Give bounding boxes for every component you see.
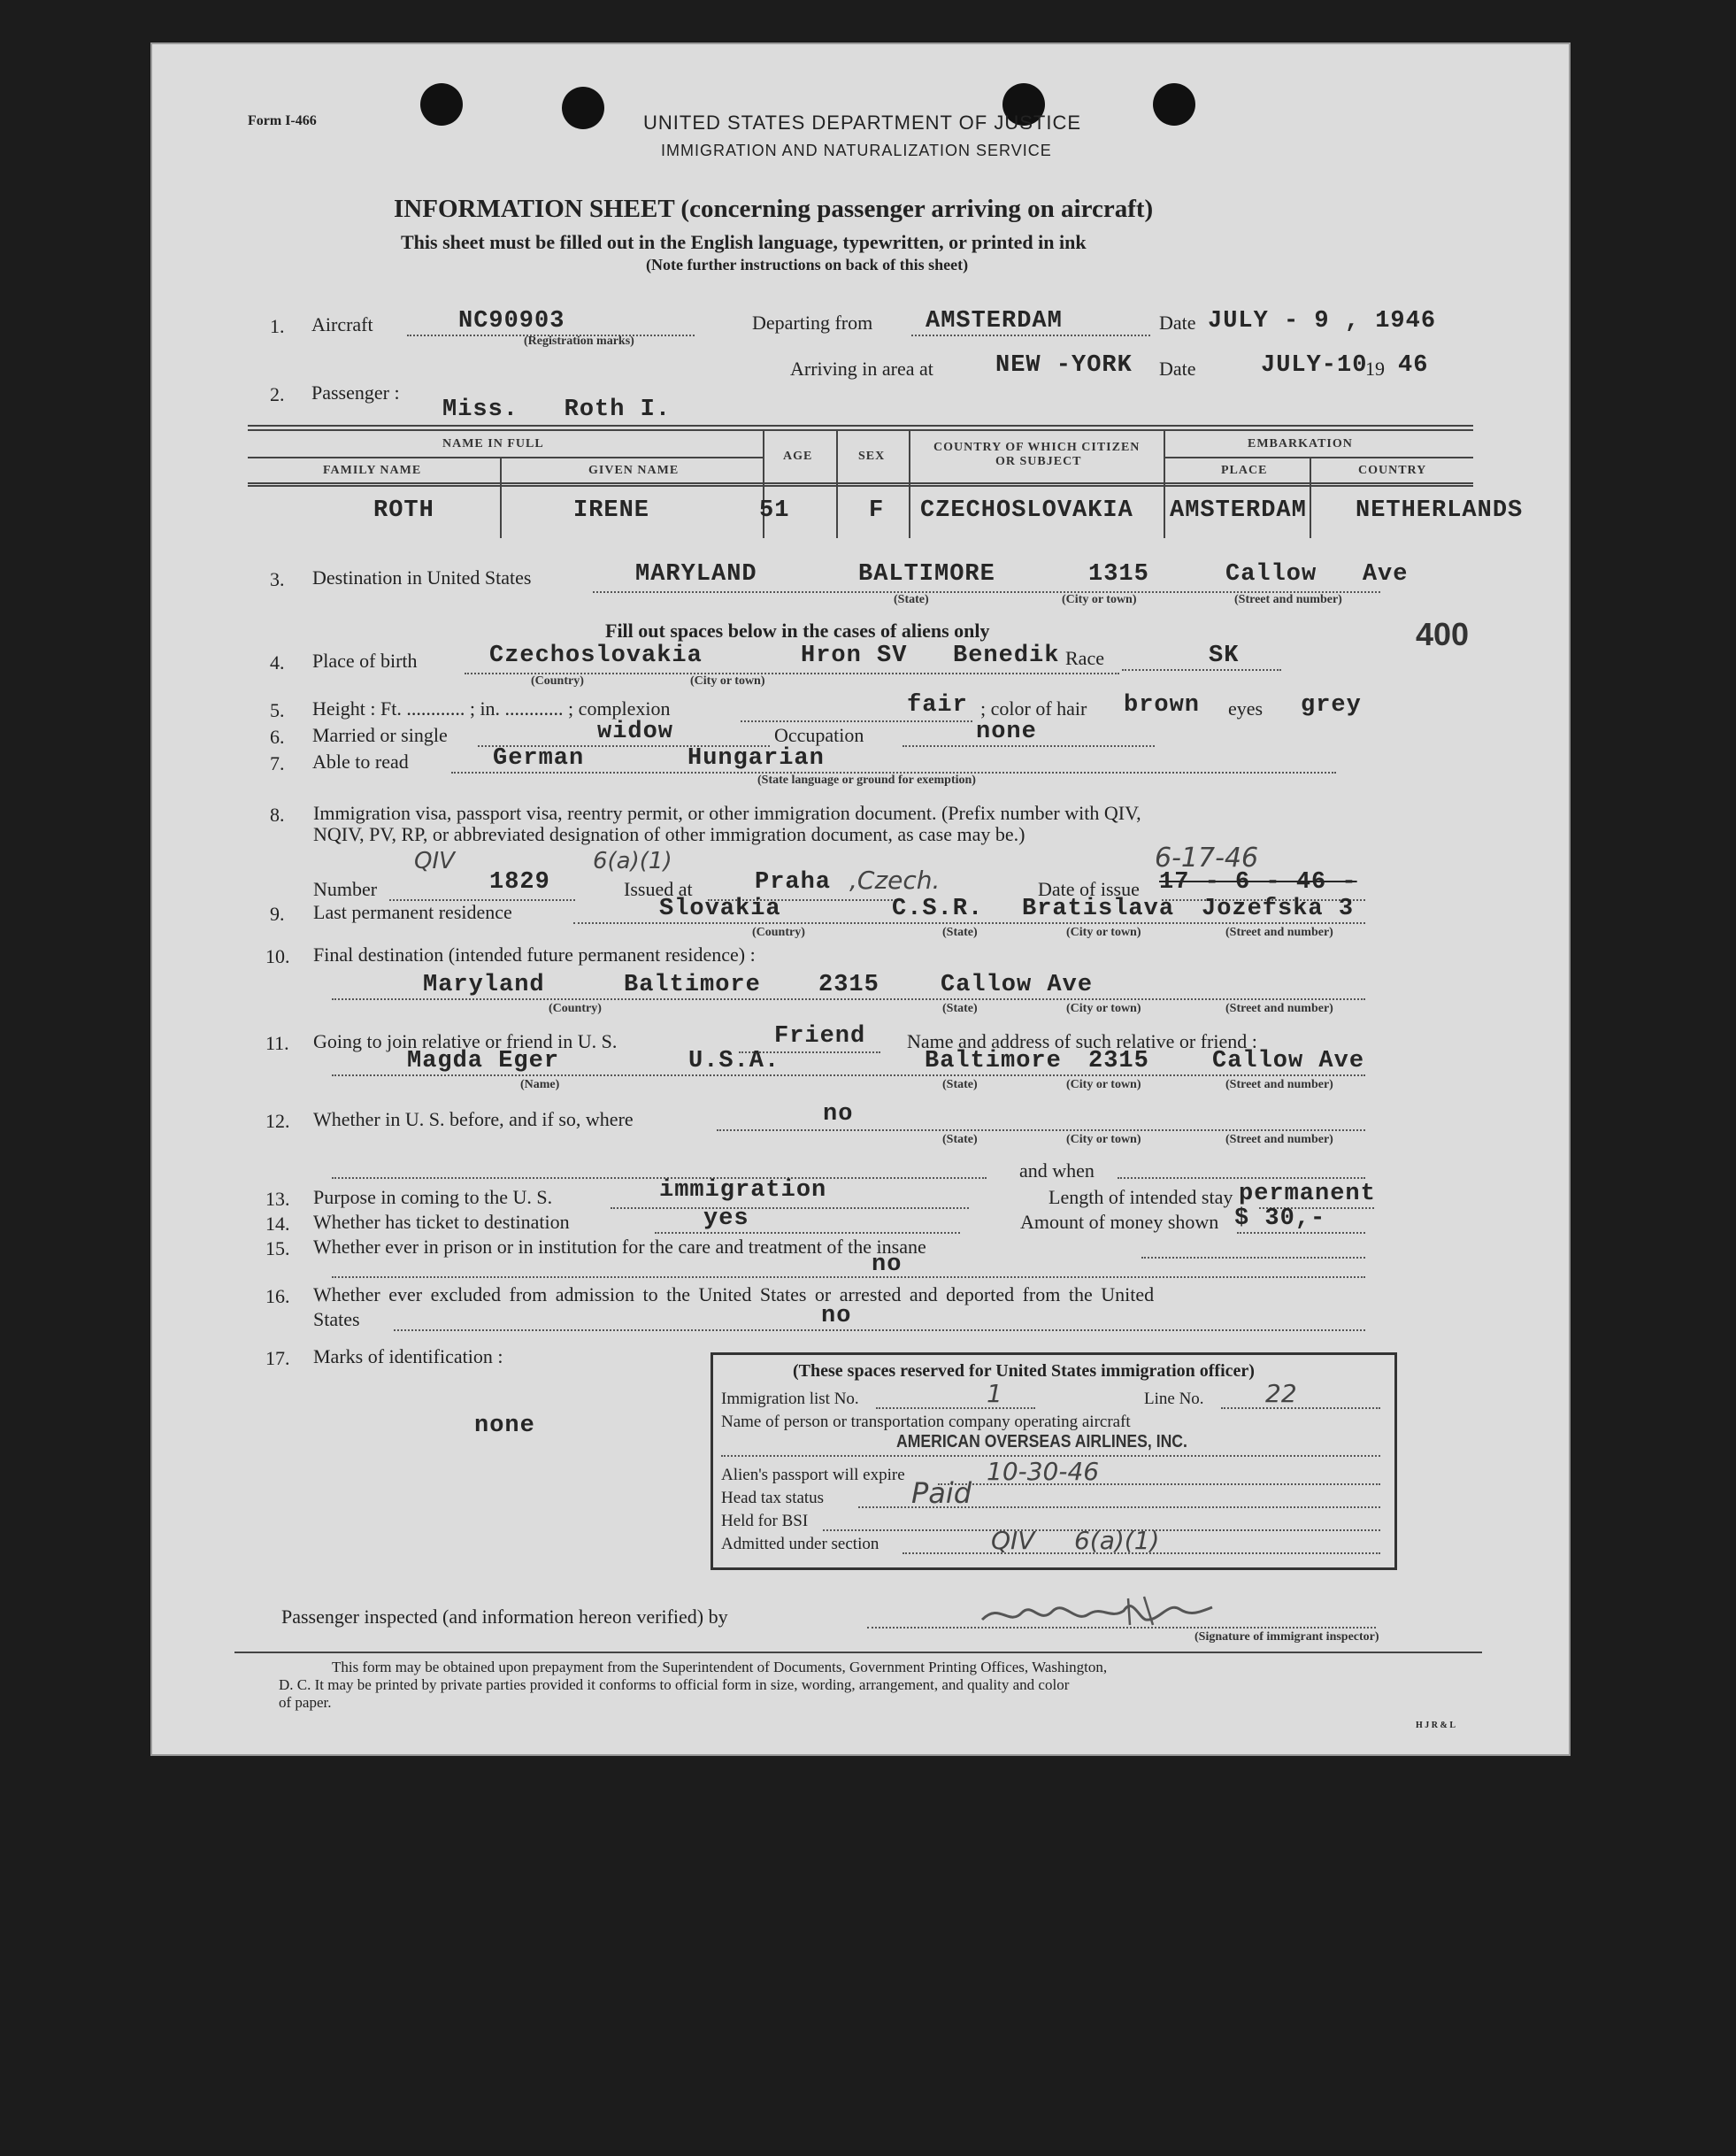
state-caption: (State) [942,926,978,939]
language-caption: (State language or ground for exemption) [757,774,976,787]
punch-hole [562,87,604,129]
date-of-issue-value: 17 - 6 - 46 - [1159,869,1357,896]
citizen-header-2: OR SUBJECT [995,455,1082,468]
admitted-under-value: QIV 6(a)(1) [991,1526,1160,1555]
complexion-value: fair [907,692,968,719]
arrival-date-label: Date [1159,358,1196,380]
destination-label: Destination in United States [312,566,532,589]
held-bsi-label: Held for BSI [721,1512,809,1530]
given-name-header: GIVEN NAME [588,464,680,477]
friend-number-value: 2315 [1088,1048,1149,1074]
join-value: Friend [774,1023,866,1050]
inspected-label: Passenger inspected (and information hereon verified) by [281,1605,728,1628]
language-2: Hungarian [687,745,825,772]
street-caption: (Street and number) [1225,1078,1333,1091]
citizen-value: CZECHOSLOVAKIA [920,497,1133,524]
admitted-under-label: Admitted under section [721,1535,880,1553]
visa-section-handwritten: 6(a)(1) [593,848,672,874]
length-of-stay-value: permanent [1239,1181,1376,1207]
married-value: widow [597,719,674,745]
excluded-value: no [821,1303,852,1329]
item-number: 5. [270,699,285,721]
final-country-value: Maryland [423,972,545,998]
destination-city-value: BALTIMORE [858,561,995,588]
hair-value: brown [1124,692,1201,719]
aliens-only-heading: Fill out spaces below in the cases of aliens only [605,620,990,642]
item-number: 13. [265,1188,290,1210]
footer-text-3: of paper. [279,1694,332,1711]
arriving-label: Arriving in area at [790,358,933,380]
instructions-note: (Note further instructions on back of this sheet) [646,256,969,273]
punch-hole [1153,83,1195,126]
last-country-value: Slovakia [659,896,781,922]
destination-number-value: 1315 [1088,561,1149,588]
ticket-value: yes [703,1205,749,1232]
family-name-header: FAMILY NAME [323,464,422,477]
birth-country-value: Czechoslovakia [489,643,703,669]
registration-caption: (Registration marks) [524,335,634,348]
occupation-label: Occupation [774,724,864,746]
item-number: 2. [270,383,285,405]
item-number: 1. [270,315,285,337]
footer-text-2: D. C. It may be printed by private parties provided it conforms to official form in size, wording, arrangement, and quality and color [279,1676,1070,1693]
visa-prefix-handwritten: QIV [414,848,455,874]
item-number: 17. [265,1347,290,1369]
margin-number: 400 [1416,616,1470,652]
line-no-value: 22 [1265,1379,1297,1408]
item-number: 16. [265,1285,290,1307]
friend-name-value: Magda Eger [407,1048,560,1074]
department-name: UNITED STATES DEPARTMENT OF JUSTICE [643,112,1082,134]
last-state-value: C.S.R. [892,896,984,922]
head-tax-label: Head tax status [721,1489,825,1507]
country-caption: (Country) [549,1002,602,1015]
prison-label: Whether ever in prison or in institution for the care and treatment of the insane [313,1236,926,1258]
visa-instructions-1: Immigration visa, passport visa, reentry permit, or other immigration document. (Prefix number with QIV, [313,802,1141,824]
item-number: 6. [270,726,285,748]
passport-expire-value: 10-30-46 [987,1457,1100,1486]
item-number: 8. [270,804,285,826]
destination-state-value: MARYLAND [635,561,757,588]
last-residence-label: Last permanent residence [313,901,512,923]
final-street-value: Callow Ave [941,972,1094,998]
state-caption: (State) [894,593,929,606]
ticket-label: Whether has ticket to destination [313,1211,570,1233]
friend-state-value: U.S.A. [688,1048,780,1074]
race-label: Race [1065,647,1104,669]
marks-value: none [474,1413,535,1439]
name-in-full-header: NAME IN FULL [442,437,544,450]
family-name-value: ROTH [373,497,434,524]
passport-expire-label: Alien's passport will expire [721,1466,905,1484]
signature-caption: (Signature of immigrant inspector) [1194,1630,1379,1644]
last-city-value: Bratislava [1022,896,1175,922]
issued-at-value: Praha [755,869,832,896]
in-us-before-value: no [823,1101,854,1128]
imm-list-label: Immigration list No. [721,1390,859,1408]
issued-at-label: Issued at [624,878,693,900]
passenger-label: Passenger : [311,381,400,404]
friend-city-value: Baltimore [925,1048,1062,1074]
country-caption: (Country) [531,674,584,688]
and-when-label: and when [1019,1159,1095,1182]
money-label: Amount of money shown [1020,1211,1219,1233]
able-to-read-label: Able to read [312,751,409,773]
friend-street-value: Callow Ave [1212,1048,1365,1074]
street-caption: (Street and number) [1234,593,1342,606]
final-number-value: 2315 [818,972,880,998]
arrival-year: 46 [1398,352,1429,379]
birth-city-value: Hron SV Benedik [801,643,1060,669]
number-label: Number [313,878,378,900]
final-state-value: Baltimore [624,972,761,998]
place-of-birth-label: Place of birth [312,650,418,672]
form-sheet [150,42,1571,1756]
sex-value: F [869,497,885,524]
punch-hole [420,83,463,126]
head-tax-value: Paid [911,1476,972,1510]
service-name: IMMIGRATION AND NATURALIZATION SERVICE [661,142,1052,159]
state-caption: (State) [942,1078,978,1091]
destination-street-value: Callow Ave [1225,561,1409,588]
embarkation-country-value: NETHERLANDS [1356,497,1524,524]
city-caption: (City or town) [1062,593,1137,606]
age-header: AGE [783,450,813,463]
departing-value: AMSTERDAM [926,308,1063,335]
city-caption: (City or town) [1066,926,1141,939]
street-caption: (Street and number) [1225,1133,1333,1146]
company-stamp: AMERICAN OVERSEAS AIRLINES, INC. [896,1432,1187,1451]
item-number: 3. [270,568,285,590]
visa-number-value: 1829 [489,869,550,896]
going-to-join-label: Going to join relative or friend in U. S. [313,1030,618,1052]
country-caption: (Country) [752,926,805,939]
state-caption: (State) [942,1002,978,1015]
occupation-value: none [976,719,1037,745]
aircraft-value: NC90903 [458,308,565,335]
city-caption: (City or town) [1066,1133,1141,1146]
date-label: Date [1159,312,1196,334]
name-caption: (Name) [520,1078,560,1091]
excluded-label: Whether ever excluded from admission to the United States or arrested and deported from the United [313,1283,1155,1305]
item-number: 4. [270,651,285,674]
citizen-header: COUNTRY OF WHICH CITIZEN [933,441,1141,454]
states-label: States [313,1308,360,1330]
embarkation-header: EMBARKATION [1248,437,1353,450]
in-us-before-label: Whether in U. S. before, and if so, where [313,1108,634,1130]
place-header: PLACE [1221,464,1268,477]
item-number: 15. [265,1237,290,1259]
page-subtitle: This sheet must be filled out in the English language, typewritten, or printed in ink [401,231,1087,253]
money-value: $ 30,- [1234,1205,1326,1232]
embarkation-place-value: AMSTERDAM [1170,497,1307,524]
race-value: SK [1209,643,1240,669]
last-street-value: Jozefska 3 [1202,896,1355,922]
item-number: 14. [265,1213,290,1235]
state-caption: (State) [942,1133,978,1146]
married-label: Married or single [312,724,448,746]
company-label: Name of person or transportation company operating aircraft [721,1413,1131,1431]
page-title: INFORMATION SHEET (concerning passenger arriving on aircraft) [394,195,1154,223]
age-value: 51 [759,497,790,524]
city-caption: (City or town) [1066,1078,1141,1091]
departing-label: Departing from [752,312,873,334]
eyes-label: eyes [1228,697,1264,720]
form-number: Form I-466 [248,113,317,128]
visa-instructions-2: NQIV, PV, RP, or abbreviated designation of other immigration document, as case may be.) [313,823,1025,845]
arriving-value: NEW -YORK [995,352,1133,379]
item-number: 7. [270,752,285,774]
length-of-stay-label: Length of intended stay [1049,1186,1233,1208]
prison-value: no [872,1251,903,1278]
item-number: 11. [265,1032,289,1054]
street-caption: (Street and number) [1225,1002,1333,1015]
year-prefix: 19 [1365,358,1385,380]
footer-text-1: This form may be obtained upon prepayment from the Superintendent of Documents, Government Printing Offices, Washington, [332,1659,1108,1675]
hair-label: ; color of hair [980,697,1087,720]
inspector-signature [978,1593,1217,1636]
height-label: Height : Ft. ............ ; in. ............ ; complexion [312,697,671,720]
date-of-issue-label: Date of issue [1038,878,1140,900]
officer-box-title: (These spaces reserved for United States immigration officer) [793,1361,1255,1381]
final-destination-label: Final destination (intended future permanent residence) : [313,943,756,966]
purpose-label: Purpose in coming to the U. S. [313,1186,553,1208]
language-1: German [493,745,585,772]
passenger-value: Miss. Roth I. [442,397,672,423]
marks-label: Marks of identification : [313,1345,503,1367]
aircraft-label: Aircraft [311,313,373,335]
item-number: 9. [270,903,285,925]
country-header: COUNTRY [1358,464,1427,477]
arrival-date: JULY-10 [1261,352,1368,379]
departure-date: JULY - 9 , 1946 [1208,308,1437,335]
imm-list-value: 1 [987,1379,1002,1408]
purpose-value: immigration [659,1177,827,1204]
item-number: 12. [265,1110,290,1132]
issued-at-handwritten: ,Czech. [849,866,941,895]
issue-date-handwritten: 6-17-46 [1155,843,1259,874]
given-name-value: IRENE [573,497,650,524]
street-caption: (Street and number) [1225,926,1333,939]
eyes-value: grey [1301,692,1362,719]
printer-mark: H J R & L [1416,1721,1456,1730]
line-no-label: Line No. [1144,1390,1204,1408]
city-caption: (City or town) [690,674,765,688]
item-number: 10. [265,945,290,967]
sex-header: SEX [858,450,886,463]
name-address-label: Name and address of such relative or friend : [907,1030,1257,1052]
city-caption: (City or town) [1066,1002,1141,1015]
